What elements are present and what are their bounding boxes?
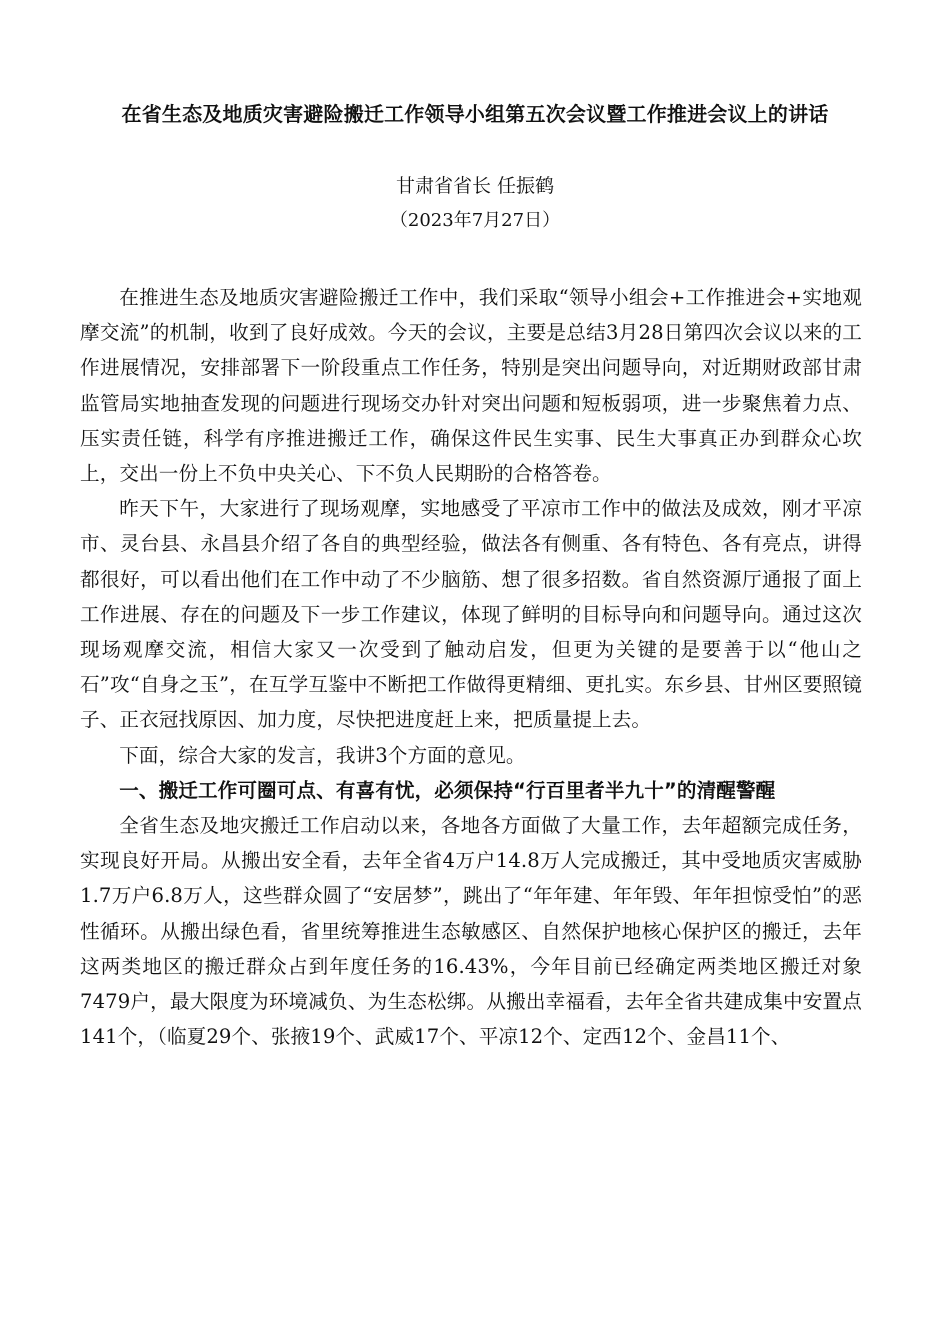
section-1-paragraph: 全省生态及地灾搬迁工作启动以来，各地各方面做了大量工作，去年超额完成任务，实现良好开局。从搬出安全看，去年全省4万户14.8万人完成搬迁，其中受地质灾害威胁1.7万户6.8万人，这些群众圆了“安居梦”，跳出了“年年建、年年毁、年年担惊受怕”的恶性循环。从搬出绿色看，省里统筹推进生态敏感区、自然保护地核心保护区的搬迁，去年这两类地区的搬迁群众占到年度任务的16.43%，今年目前已经确定两类地区搬迁对象7479户，最大限度为环境减负、为生态松绑。从搬出幸福看，去年全省共建成集中安置点141个，（临夏29个、张掖19个、武威17个、平凉12个、定西12个、金昌11个、 [80, 814, 862, 1049]
section-heading-1: 一、搬迁工作可圈可点、有喜有忧，必须保持“行百里者半九十”的清醒警醒 [119, 778, 776, 802]
body-paragraph-3: 下面，综合大家的发言，我讲3个方面的意见。 [119, 743, 526, 767]
document-body [80, 280, 862, 1054]
body-paragraph-2: 昨天下午，大家进行了现场观摩，实地感受了平凉市工作中的做法及成效，刚才平凉市、灵台县、永昌县介绍了各自的典型经验，做法各有侧重、各有特色、各有亮点，讲得都很好，可以看出他们在工作中动了不少脑筋、想了很多招数。省自然资源厅通报了面上工作进展、存在的问题及下一步工作建议，体现了鲜明的目标导向和问题导向。通过这次现场观摩交流，相信大家又一次受到了触动启发，但更为关键的是要善于以“他山之石”攻“自身之玉”，在互学互鉴中不断把工作做得更精细、更扎实。东乡县、甘州区要照镜子、正衣冠找原因、加力度，尽快把进度赶上来，把质量提上去。 [80, 497, 862, 732]
document-date: （2023年7月27日） [389, 210, 561, 231]
document-author: 甘肃省省长 任振鹤 [395, 175, 555, 197]
body-paragraph-1: 在推进生态及地质灾害避险搬迁工作中，我们采取“领导小组会+工作推进会+实地观摩交流”的机制，收到了良好成效。今天的会议，主要是总结3月28日第四次会议以来的工作进展情况，安排部署下一阶段重点工作任务，特别是突出问题导向，对近期财政部甘肃监管局实地抽查发现的问题进行现场交办针对突出问题和短板弱项，进一步聚焦着力点、压实责任链，科学有序推进搬迁工作，确保这件民生实事、民生大事真正办到群众心坎上，交出一份上不负中央关心、下不负人民期盼的合格答卷。 [80, 286, 862, 486]
document-title: 在省生态及地质灾害避险搬迁工作领导小组第五次会议暨工作推进会议上的讲话 [121, 102, 829, 126]
